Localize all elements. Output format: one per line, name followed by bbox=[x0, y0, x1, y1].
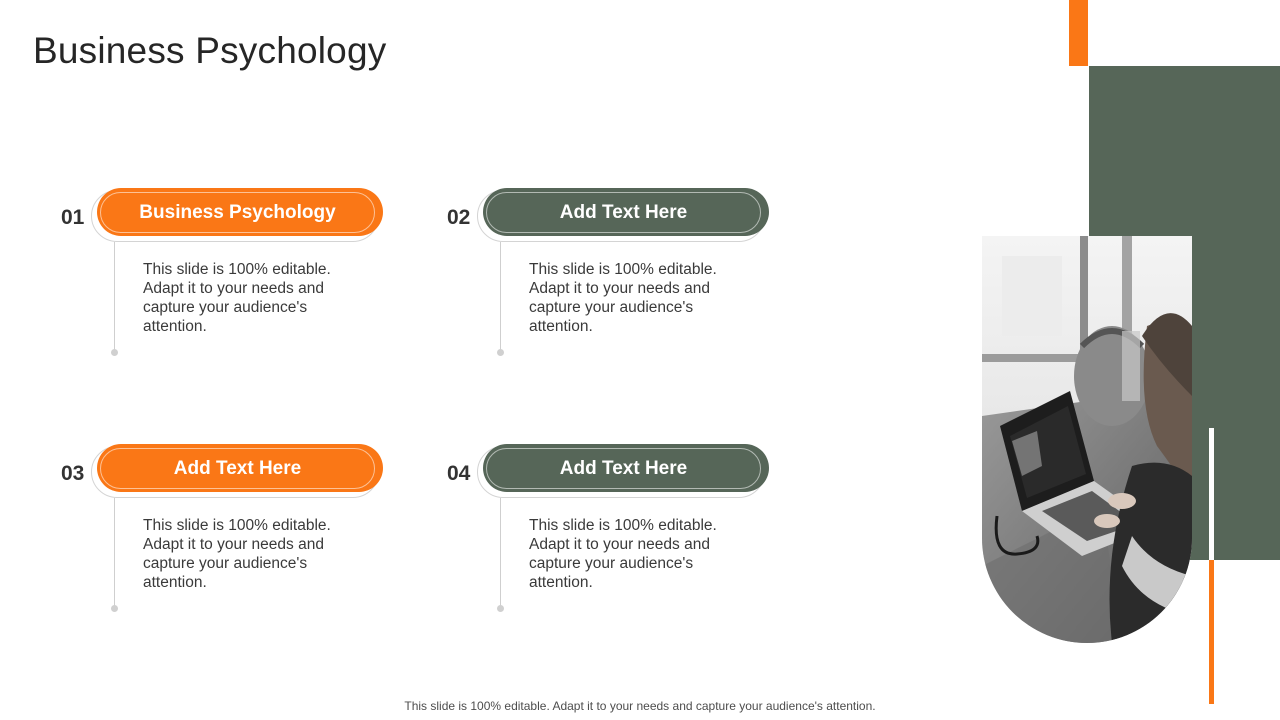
connector-line bbox=[114, 498, 115, 608]
connector-line bbox=[500, 498, 501, 608]
connector-dot bbox=[111, 605, 118, 612]
photo-woman-laptop-icon bbox=[982, 236, 1192, 643]
item-pill bbox=[97, 188, 383, 236]
connector-line bbox=[114, 242, 115, 352]
item-description: This slide is 100% editable. Adapt it to your needs and capture your audience's attention. bbox=[529, 261, 717, 335]
page-title: Business Psychology bbox=[33, 30, 387, 71]
item-description: This slide is 100% editable. Adapt it to your needs and capture your audience's attention. bbox=[143, 517, 331, 591]
connector-dot bbox=[111, 349, 118, 356]
item-04 bbox=[447, 444, 787, 624]
item-03 bbox=[61, 444, 401, 624]
item-02 bbox=[447, 188, 787, 368]
item-pill-label: Add Text Here bbox=[100, 448, 375, 489]
item-number: 02 bbox=[447, 206, 471, 229]
connector-line bbox=[500, 242, 501, 352]
item-description: This slide is 100% editable. Adapt it to your needs and capture your audience's attention. bbox=[143, 261, 331, 335]
item-pill-label: Add Text Here bbox=[486, 192, 761, 233]
connector-dot bbox=[497, 349, 504, 356]
item-01 bbox=[61, 188, 401, 368]
item-number: 03 bbox=[61, 462, 85, 485]
item-pill bbox=[97, 444, 383, 492]
decor-orange-bar-top bbox=[1069, 0, 1088, 66]
footer-note: This slide is 100% editable. Adapt it to your needs and capture your audience's attention. bbox=[404, 699, 876, 713]
item-number: 04 bbox=[447, 462, 471, 485]
item-number: 01 bbox=[61, 206, 85, 229]
decor-white-line bbox=[1209, 428, 1214, 560]
item-pill bbox=[483, 444, 769, 492]
item-pill-label: Add Text Here bbox=[486, 448, 761, 489]
item-pill bbox=[483, 188, 769, 236]
item-description: This slide is 100% editable. Adapt it to your needs and capture your audience's attention. bbox=[529, 517, 717, 591]
decor-orange-line bbox=[1209, 560, 1214, 704]
item-pill-label: Business Psychology bbox=[100, 192, 375, 233]
photo-woman-laptop bbox=[982, 236, 1192, 643]
connector-dot bbox=[497, 605, 504, 612]
